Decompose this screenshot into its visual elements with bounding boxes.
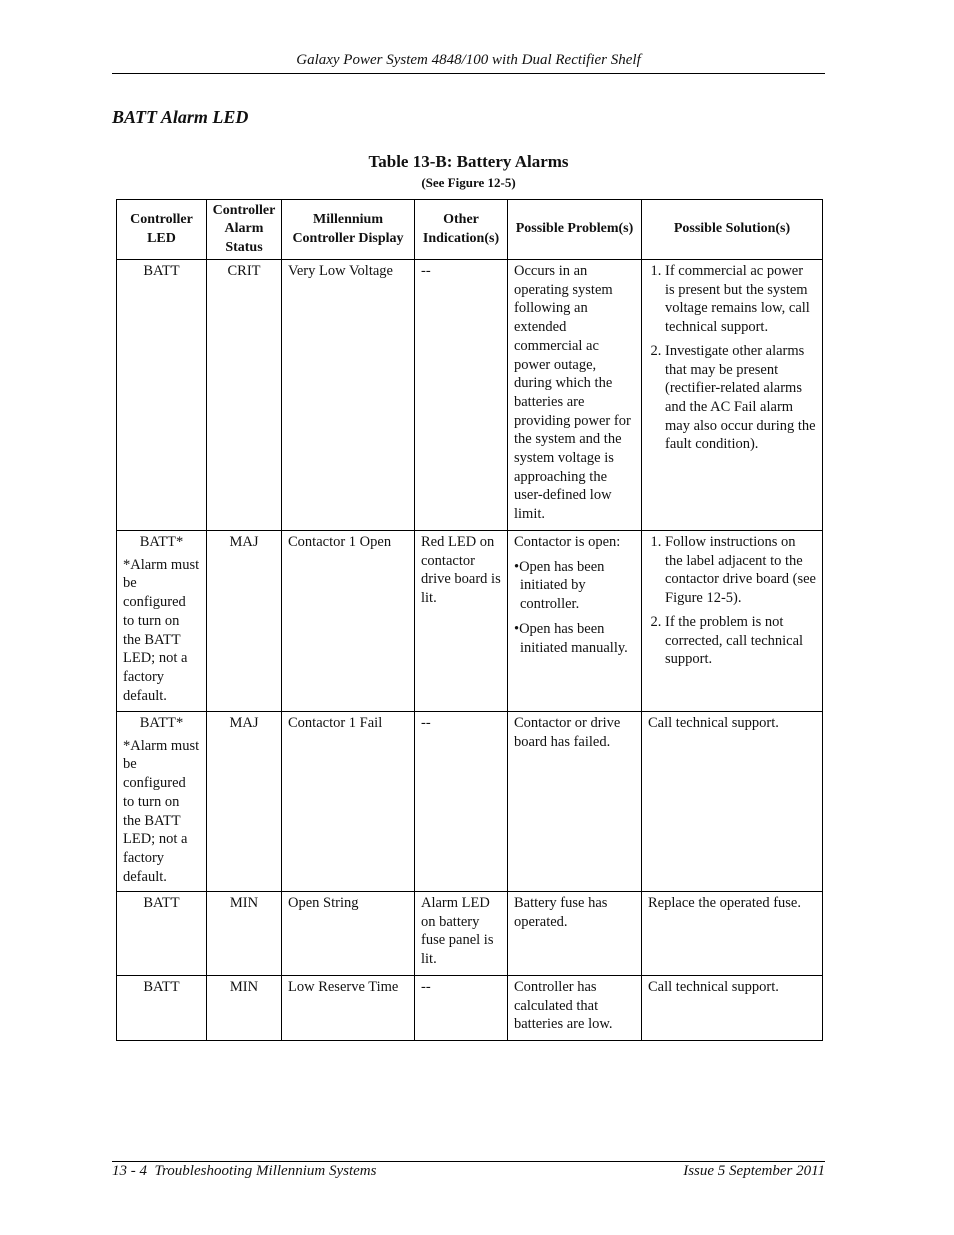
cell-controller-display: Very Low Voltage xyxy=(282,260,415,531)
problem-bullet: •Open has been initiated by controller. xyxy=(514,558,605,613)
cell-other-indications: -- xyxy=(415,976,508,1041)
footer-page-label: 13 - 4 Troubleshooting Millennium Systems xyxy=(112,1163,377,1179)
header-possible-solutions: Possible Solution(s) xyxy=(642,200,823,260)
table-subtitle: (See Figure 12-5) xyxy=(421,175,516,190)
header-millennium-controller-display: Millennium Controller Display xyxy=(282,200,415,260)
led-label: BATT* xyxy=(139,715,184,731)
table-row xyxy=(117,892,823,976)
battery-alarms-table xyxy=(116,199,823,1041)
cell-possible-solutions xyxy=(642,531,823,712)
cell-controller-display: Contactor 1 Open xyxy=(282,531,415,712)
cell-possible-problem xyxy=(508,531,642,712)
cell-alarm-status: MAJ xyxy=(207,712,282,892)
footer-issue-date: Issue 5 September 2011 xyxy=(683,1163,825,1179)
cell-possible-solutions: Call technical support. xyxy=(642,712,823,892)
cell-controller-display: Open String xyxy=(282,892,415,976)
header-possible-problems: Possible Problem(s) xyxy=(508,200,642,260)
header-controller-alarm-status: Controller Alarm Status xyxy=(207,200,282,260)
header-rule xyxy=(112,73,825,74)
cell-possible-solutions: Call technical support. xyxy=(642,976,823,1041)
solution-list xyxy=(648,262,816,454)
table-title: Table 13-B: Battery Alarms xyxy=(368,152,569,171)
table-row xyxy=(117,260,823,531)
cell-possible-problem: Occurs in an operating system following an extended commercial ac power outage, during which the batteries are providing power for the system and the system voltage is approaching the user-defined low limit. xyxy=(508,260,642,531)
cell-possible-problem: Contactor or drive board has failed. xyxy=(508,712,642,892)
running-header: Galaxy Power System 4848/100 with Dual Rectifier Shelf xyxy=(296,52,641,68)
table-header-row xyxy=(117,200,823,260)
problem-bullet-wrapper xyxy=(514,558,635,614)
header-other-indications: Other Indication(s) xyxy=(415,200,508,260)
problem-intro: Contactor is open: xyxy=(514,534,621,550)
cell-controller-display: Contactor 1 Fail xyxy=(282,712,415,892)
cell-possible-problem: Controller has calculated that batteries are low. xyxy=(508,976,642,1041)
solution-step: 2. Investigate other alarms that may be present (rectifier-related alarms and the AC Fail alarm may also occur during the fault condition). xyxy=(665,342,816,454)
footer-rule xyxy=(112,1161,825,1162)
cell-controller-display: Low Reserve Time xyxy=(282,976,415,1041)
cell-controller-led: BATT xyxy=(117,260,207,531)
section-title: BATT Alarm LED xyxy=(112,107,249,127)
solution-step: 1. Follow instructions on the label adjacent to the contactor drive board (see Figure 12-5). xyxy=(665,533,816,608)
cell-other-indications: Red LED on contactor drive board is lit. xyxy=(415,531,508,712)
cell-controller-led: BATT xyxy=(117,976,207,1041)
table-row xyxy=(117,976,823,1041)
cell-alarm-status: MAJ xyxy=(207,531,282,712)
led-label: BATT* xyxy=(139,534,184,550)
table-row xyxy=(117,531,823,712)
led-note: *Alarm must be configured to turn on the BATT LED; not a factory default. xyxy=(123,737,200,885)
cell-possible-solutions: Replace the operated fuse. xyxy=(642,892,823,976)
cell-controller-led xyxy=(117,712,207,892)
cell-alarm-status: MIN xyxy=(207,976,282,1041)
table-row xyxy=(117,712,823,892)
header-controller-led: Controller LED xyxy=(117,200,207,260)
cell-other-indications: -- xyxy=(415,260,508,531)
cell-alarm-status: MIN xyxy=(207,892,282,976)
cell-controller-led xyxy=(117,531,207,712)
cell-possible-problem: Battery fuse has operated. xyxy=(508,892,642,976)
cell-alarm-status: CRIT xyxy=(207,260,282,531)
cell-controller-led: BATT xyxy=(117,892,207,976)
led-note: *Alarm must be configured to turn on the BATT LED; not a factory default. xyxy=(123,556,200,704)
solution-step: 1. If commercial ac power is present but the system voltage remains low, call technical support. xyxy=(665,262,816,337)
problem-bullet: •Open has been initiated manually. xyxy=(514,620,628,656)
solution-step: 2. If the problem is not corrected, call technical support. xyxy=(665,613,816,669)
cell-possible-solutions xyxy=(642,260,823,531)
problem-bullet-wrapper xyxy=(514,620,635,657)
cell-other-indications: -- xyxy=(415,712,508,892)
solution-list xyxy=(648,533,816,669)
cell-other-indications: Alarm LED on battery fuse panel is lit. xyxy=(415,892,508,976)
